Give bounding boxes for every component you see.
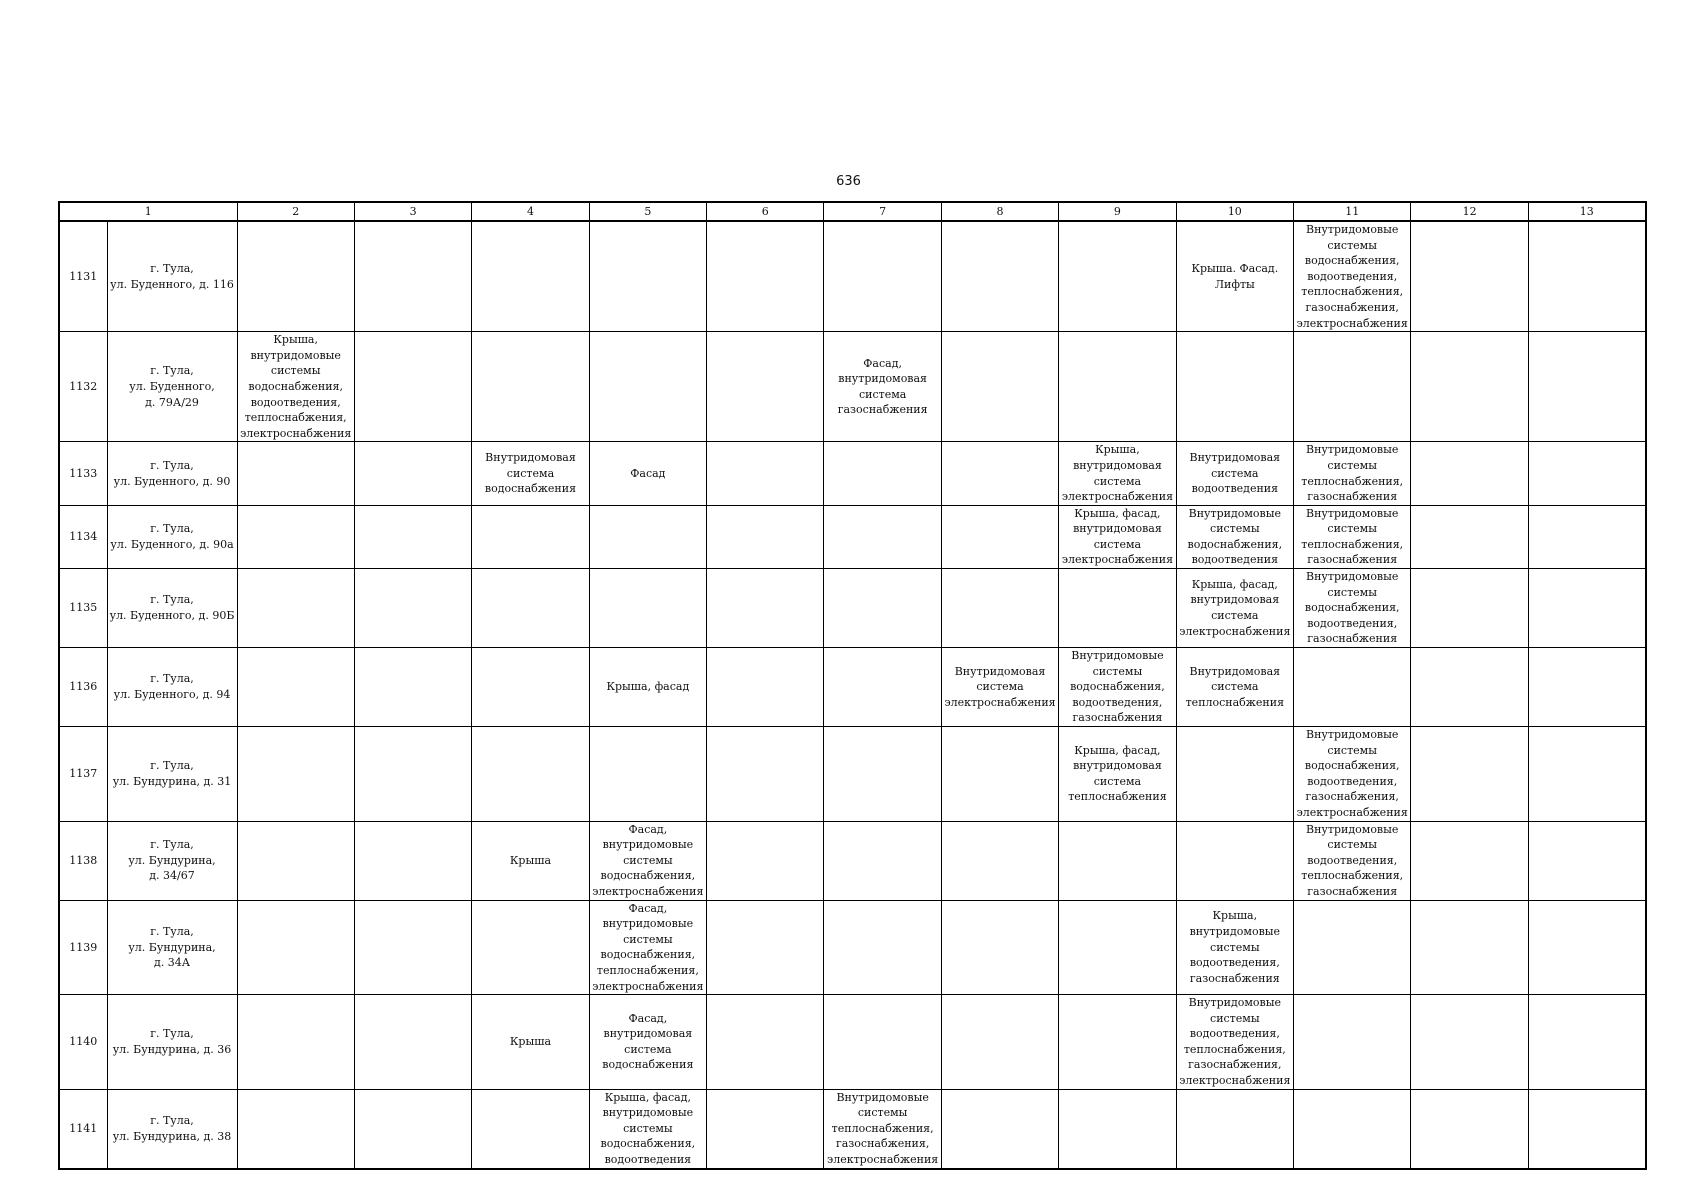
col-12-cell <box>1411 727 1528 822</box>
col-7-cell: Внутридомовые системы теплоснабжения, газоснабжения, электроснабжения <box>824 1089 941 1168</box>
column-header: 11 <box>1294 202 1411 221</box>
col-13-cell <box>1528 995 1645 1090</box>
col-10-cell: Внутридомовые системы водоснабжения, водоотведения <box>1176 505 1293 568</box>
col-11-cell: Внутридомовые системы водоснабжения, водоотведения, газоснабжения <box>1294 569 1411 648</box>
table-row <box>59 569 1646 648</box>
col-11-cell: Внутридомовые системы водоснабжения, водоотведения, газоснабжения, электроснабжения <box>1294 727 1411 822</box>
col-4-cell <box>472 900 589 995</box>
col-3-cell <box>354 648 471 727</box>
table-body <box>59 221 1646 1169</box>
col-10-cell: Внутридомовая система водоотведения <box>1176 442 1293 505</box>
col-6-cell <box>707 332 824 442</box>
address-cell: г. Тула, ул. Буденного, д. 116 <box>107 221 237 332</box>
col-6-cell <box>707 821 824 900</box>
col-10-cell <box>1176 332 1293 442</box>
col-8-cell <box>941 569 1058 648</box>
col-8-cell <box>941 727 1058 822</box>
col-3-cell <box>354 505 471 568</box>
col-2-cell <box>237 221 354 332</box>
col-2-cell <box>237 442 354 505</box>
address-cell: г. Тула, ул. Буденного, д. 94 <box>107 648 237 727</box>
col-13-cell <box>1528 442 1645 505</box>
col-13-cell <box>1528 569 1645 648</box>
col-3-cell <box>354 569 471 648</box>
col-6-cell <box>707 995 824 1090</box>
column-header: 8 <box>941 202 1058 221</box>
table-row <box>59 821 1646 900</box>
col-13-cell <box>1528 221 1645 332</box>
column-header: 1 <box>59 202 237 221</box>
table-row <box>59 1089 1646 1168</box>
col-12-cell <box>1411 332 1528 442</box>
column-header: 4 <box>472 202 589 221</box>
col-12-cell <box>1411 1089 1528 1168</box>
col-4-cell <box>472 221 589 332</box>
col-5-cell <box>589 727 706 822</box>
col-9-cell <box>1059 569 1176 648</box>
col-9-cell <box>1059 332 1176 442</box>
col-8-cell: Внутридомовая система электроснабжения <box>941 648 1058 727</box>
row-number: 1133 <box>59 442 107 505</box>
col-13-cell <box>1528 505 1645 568</box>
col-6-cell <box>707 900 824 995</box>
col-13-cell <box>1528 900 1645 995</box>
address-cell: г. Тула, ул. Бундурина, д. 31 <box>107 727 237 822</box>
col-5-cell: Фасад <box>589 442 706 505</box>
address-cell: г. Тула, ул. Буденного, д. 90а <box>107 505 237 568</box>
column-header: 13 <box>1528 202 1645 221</box>
col-7-cell <box>824 221 941 332</box>
col-10-cell <box>1176 821 1293 900</box>
col-10-cell: Крыша, фасад, внутридомовая система электроснабжения <box>1176 569 1293 648</box>
col-11-cell <box>1294 1089 1411 1168</box>
col-4-cell <box>472 727 589 822</box>
col-9-cell <box>1059 900 1176 995</box>
page-number: 636 <box>836 174 861 189</box>
address-cell: г. Тула, ул. Буденного, д. 90Б <box>107 569 237 648</box>
col-3-cell <box>354 821 471 900</box>
column-header: 5 <box>589 202 706 221</box>
col-8-cell <box>941 900 1058 995</box>
row-number: 1140 <box>59 995 107 1090</box>
col-12-cell <box>1411 442 1528 505</box>
column-header: 7 <box>824 202 941 221</box>
col-12-cell <box>1411 900 1528 995</box>
col-12-cell <box>1411 648 1528 727</box>
col-4-cell: Крыша <box>472 995 589 1090</box>
column-header: 3 <box>354 202 471 221</box>
col-8-cell <box>941 505 1058 568</box>
table-row <box>59 648 1646 727</box>
col-3-cell <box>354 727 471 822</box>
row-number: 1137 <box>59 727 107 822</box>
row-number: 1131 <box>59 221 107 332</box>
col-12-cell <box>1411 221 1528 332</box>
col-12-cell <box>1411 995 1528 1090</box>
col-11-cell: Внутридомовые системы теплоснабжения, газоснабжения <box>1294 442 1411 505</box>
table-row <box>59 995 1646 1090</box>
col-12-cell <box>1411 821 1528 900</box>
column-header: 9 <box>1059 202 1176 221</box>
col-13-cell <box>1528 1089 1645 1168</box>
col-4-cell <box>472 569 589 648</box>
col-2-cell <box>237 569 354 648</box>
col-9-cell: Крыша, фасад, внутридомовая система электроснабжения <box>1059 505 1176 568</box>
col-8-cell <box>941 332 1058 442</box>
row-number: 1138 <box>59 821 107 900</box>
address-cell: г. Тула, ул. Бундурина, д. 34А <box>107 900 237 995</box>
col-11-cell <box>1294 900 1411 995</box>
table-row <box>59 900 1646 995</box>
col-11-cell: Внутридомовые системы теплоснабжения, газоснабжения <box>1294 505 1411 568</box>
address-cell: г. Тула, ул. Бундурина, д. 34/67 <box>107 821 237 900</box>
row-number: 1132 <box>59 332 107 442</box>
col-5-cell <box>589 505 706 568</box>
col-7-cell <box>824 900 941 995</box>
col-3-cell <box>354 332 471 442</box>
table-row <box>59 221 1646 332</box>
col-7-cell <box>824 727 941 822</box>
repair-schedule-table <box>58 201 1647 1170</box>
col-6-cell <box>707 505 824 568</box>
col-5-cell: Фасад, внутридомовые системы водоснабжения, электроснабжения <box>589 821 706 900</box>
col-13-cell <box>1528 821 1645 900</box>
row-number: 1141 <box>59 1089 107 1168</box>
col-13-cell <box>1528 332 1645 442</box>
col-7-cell <box>824 648 941 727</box>
col-4-cell: Крыша <box>472 821 589 900</box>
table-row <box>59 332 1646 442</box>
col-2-cell <box>237 727 354 822</box>
col-12-cell <box>1411 505 1528 568</box>
col-4-cell <box>472 648 589 727</box>
col-3-cell <box>354 900 471 995</box>
col-2-cell <box>237 900 354 995</box>
col-10-cell <box>1176 1089 1293 1168</box>
col-3-cell <box>354 221 471 332</box>
col-5-cell: Крыша, фасад, внутридомовые системы водоснабжения, водоотведения <box>589 1089 706 1168</box>
col-3-cell <box>354 442 471 505</box>
col-8-cell <box>941 995 1058 1090</box>
col-3-cell <box>354 995 471 1090</box>
col-10-cell: Внутридомовые системы водоотведения, теплоснабжения, газоснабжения, электроснабжения <box>1176 995 1293 1090</box>
address-cell: г. Тула, ул. Бундурина, д. 38 <box>107 1089 237 1168</box>
address-cell: г. Тула, ул. Бундурина, д. 36 <box>107 995 237 1090</box>
col-7-cell <box>824 442 941 505</box>
col-2-cell <box>237 821 354 900</box>
col-7-cell: Фасад, внутридомовая система газоснабжения <box>824 332 941 442</box>
col-6-cell <box>707 727 824 822</box>
col-5-cell <box>589 221 706 332</box>
col-5-cell <box>589 569 706 648</box>
row-number: 1134 <box>59 505 107 568</box>
col-9-cell <box>1059 221 1176 332</box>
col-12-cell <box>1411 569 1528 648</box>
col-6-cell <box>707 1089 824 1168</box>
col-10-cell: Крыша, внутридомовые системы водоотведения, газоснабжения <box>1176 900 1293 995</box>
col-9-cell: Крыша, внутридомовая система электроснабжения <box>1059 442 1176 505</box>
col-5-cell: Крыша, фасад <box>589 648 706 727</box>
col-7-cell <box>824 821 941 900</box>
col-11-cell <box>1294 995 1411 1090</box>
col-7-cell <box>824 569 941 648</box>
col-2-cell <box>237 1089 354 1168</box>
row-number: 1139 <box>59 900 107 995</box>
col-5-cell: Фасад, внутридомовая система водоснабжения <box>589 995 706 1090</box>
col-4-cell <box>472 505 589 568</box>
table-row <box>59 442 1646 505</box>
col-13-cell <box>1528 648 1645 727</box>
col-4-cell <box>472 1089 589 1168</box>
col-3-cell <box>354 1089 471 1168</box>
col-2-cell: Крыша, внутридомовые системы водоснабжения, водоотведения, теплоснабжения, электроснабжения <box>237 332 354 442</box>
col-7-cell <box>824 995 941 1090</box>
col-5-cell: Фасад, внутридомовые системы водоснабжения, теплоснабжения, электроснабжения <box>589 900 706 995</box>
col-8-cell <box>941 821 1058 900</box>
col-10-cell: Крыша. Фасад. Лифты <box>1176 221 1293 332</box>
column-header: 12 <box>1411 202 1528 221</box>
col-11-cell <box>1294 332 1411 442</box>
col-11-cell: Внутридомовые системы водоснабжения, водоотведения, теплоснабжения, газоснабжения, электроснабжения <box>1294 221 1411 332</box>
col-13-cell <box>1528 727 1645 822</box>
column-header: 2 <box>237 202 354 221</box>
col-9-cell <box>1059 995 1176 1090</box>
col-2-cell <box>237 505 354 568</box>
header-row <box>59 202 1646 221</box>
row-number: 1136 <box>59 648 107 727</box>
col-9-cell: Крыша, фасад, внутридомовая система теплоснабжения <box>1059 727 1176 822</box>
col-8-cell <box>941 1089 1058 1168</box>
col-7-cell <box>824 505 941 568</box>
col-9-cell <box>1059 821 1176 900</box>
table-row <box>59 505 1646 568</box>
col-6-cell <box>707 442 824 505</box>
col-10-cell: Внутридомовая система теплоснабжения <box>1176 648 1293 727</box>
col-8-cell <box>941 442 1058 505</box>
col-8-cell <box>941 221 1058 332</box>
col-2-cell <box>237 995 354 1090</box>
col-9-cell <box>1059 1089 1176 1168</box>
address-cell: г. Тула, ул. Буденного, д. 79А/29 <box>107 332 237 442</box>
col-4-cell: Внутридомовая система водоснабжения <box>472 442 589 505</box>
row-number: 1135 <box>59 569 107 648</box>
column-header: 10 <box>1176 202 1293 221</box>
col-6-cell <box>707 648 824 727</box>
col-11-cell <box>1294 648 1411 727</box>
address-cell: г. Тула, ул. Буденного, д. 90 <box>107 442 237 505</box>
col-4-cell <box>472 332 589 442</box>
col-2-cell <box>237 648 354 727</box>
col-9-cell: Внутридомовые системы водоснабжения, водоотведения, газоснабжения <box>1059 648 1176 727</box>
col-5-cell <box>589 332 706 442</box>
table-row <box>59 727 1646 822</box>
col-6-cell <box>707 221 824 332</box>
col-11-cell: Внутридомовые системы водоотведения, теплоснабжения, газоснабжения <box>1294 821 1411 900</box>
col-10-cell <box>1176 727 1293 822</box>
col-6-cell <box>707 569 824 648</box>
column-header: 6 <box>707 202 824 221</box>
